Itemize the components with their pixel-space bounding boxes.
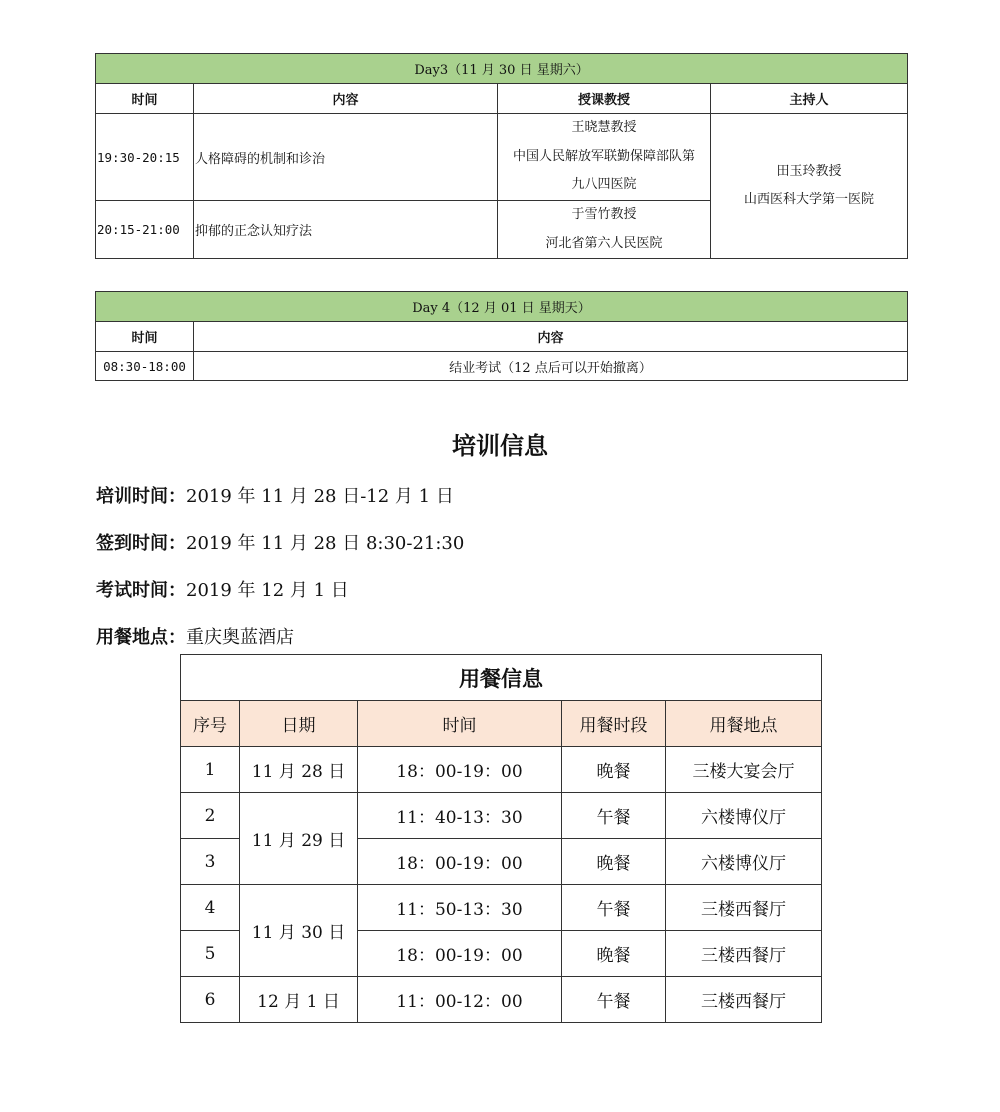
meal-time: 11：40-13：30 <box>358 793 562 839</box>
meal-date: 11 月 30 日 <box>240 885 358 977</box>
teacher-affiliation: 中国人民解放军联勤保障部队第 <box>512 148 695 164</box>
header-meal-slot: 用餐时段 <box>562 701 666 747</box>
meal-table-title: 用餐信息 <box>181 655 822 701</box>
info-exam-time <box>96 576 349 602</box>
table-row <box>96 352 908 381</box>
session-teacher <box>498 114 711 201</box>
session-time: 20:15-21:00 <box>96 201 194 259</box>
meal-place: 三楼大宴会厅 <box>666 747 822 793</box>
teacher-affiliation: 九八四医院 <box>571 177 637 193</box>
meal-place: 三楼西餐厅 <box>666 931 822 977</box>
info-value: 2019 年 11 月 28 日 8:30-21:30 <box>186 533 465 554</box>
header-time: 时间 <box>358 701 562 747</box>
info-value: 重庆奥蓝酒店 <box>186 627 294 648</box>
meal-slot: 晚餐 <box>562 931 666 977</box>
session-host <box>711 114 908 259</box>
meal-number: 3 <box>181 839 240 885</box>
session-time: 08:30-18:00 <box>96 352 194 381</box>
meal-slot: 午餐 <box>562 885 666 931</box>
info-training-time <box>96 482 454 508</box>
meal-date: 11 月 28 日 <box>240 747 358 793</box>
table-row <box>181 747 822 793</box>
info-label: 签到时间： <box>96 533 186 554</box>
meal-number: 2 <box>181 793 240 839</box>
meal-place: 三楼西餐厅 <box>666 977 822 1023</box>
session-content: 结业考试（12 点后可以开始撤离） <box>194 352 908 381</box>
info-value: 2019 年 11 月 28 日-12 月 1 日 <box>186 486 454 507</box>
info-dining-place <box>96 623 294 649</box>
table-row <box>181 977 822 1023</box>
session-content: 抑郁的正念认知疗法 <box>194 201 498 259</box>
meal-slot: 晚餐 <box>562 747 666 793</box>
meal-place: 三楼西餐厅 <box>666 885 822 931</box>
meal-number: 5 <box>181 931 240 977</box>
meal-date: 12 月 1 日 <box>240 977 358 1023</box>
meal-time: 18：00-19：00 <box>358 747 562 793</box>
day4-schedule-table <box>95 291 908 381</box>
header-time: 时间 <box>96 322 194 352</box>
meal-time: 11：50-13：30 <box>358 885 562 931</box>
info-section-title: 培训信息 <box>452 432 548 460</box>
header-date: 日期 <box>240 701 358 747</box>
info-label: 培训时间： <box>96 486 186 507</box>
meal-time: 18：00-19：00 <box>358 839 562 885</box>
meal-slot: 午餐 <box>562 793 666 839</box>
session-content: 人格障碍的机制和诊治 <box>194 114 498 201</box>
meal-slot: 午餐 <box>562 977 666 1023</box>
teacher-name: 于雪竹教授 <box>571 207 637 222</box>
host-affiliation: 山西医科大学第一医院 <box>744 192 875 207</box>
teacher-affiliation: 河北省第六人民医院 <box>545 235 663 251</box>
meal-place: 六楼博仪厅 <box>666 839 822 885</box>
info-label: 用餐地点： <box>96 627 186 648</box>
header-content: 内容 <box>194 322 908 352</box>
table-row <box>181 885 822 931</box>
teacher-name: 王晓慧教授 <box>571 120 637 136</box>
meal-date: 11 月 29 日 <box>240 793 358 885</box>
header-number: 序号 <box>181 701 240 747</box>
meal-number: 6 <box>181 977 240 1023</box>
day3-schedule-table <box>95 53 908 259</box>
header-content: 内容 <box>194 84 498 114</box>
session-time: 19:30-20:15 <box>96 114 194 201</box>
info-value: 2019 年 12 月 1 日 <box>186 580 349 601</box>
info-checkin-time <box>96 529 464 555</box>
day4-title: Day 4（12 月 01 日 星期天） <box>96 292 908 322</box>
meal-number: 4 <box>181 885 240 931</box>
session-teacher <box>498 201 711 259</box>
header-time: 时间 <box>96 84 194 114</box>
header-host: 主持人 <box>711 84 908 114</box>
meal-number: 1 <box>181 747 240 793</box>
meal-slot: 晚餐 <box>562 839 666 885</box>
info-label: 考试时间： <box>96 580 186 601</box>
table-row <box>181 793 822 839</box>
day3-title: Day3（11 月 30 日 星期六） <box>96 54 908 84</box>
meal-time: 18：00-19：00 <box>358 931 562 977</box>
header-teacher: 授课教授 <box>498 84 711 114</box>
meal-info-table <box>180 654 822 1023</box>
table-row <box>96 114 908 201</box>
meal-place: 六楼博仪厅 <box>666 793 822 839</box>
meal-time: 11：00-12：00 <box>358 977 562 1023</box>
header-meal-place: 用餐地点 <box>666 701 822 747</box>
host-name: 田玉玲教授 <box>776 163 842 179</box>
